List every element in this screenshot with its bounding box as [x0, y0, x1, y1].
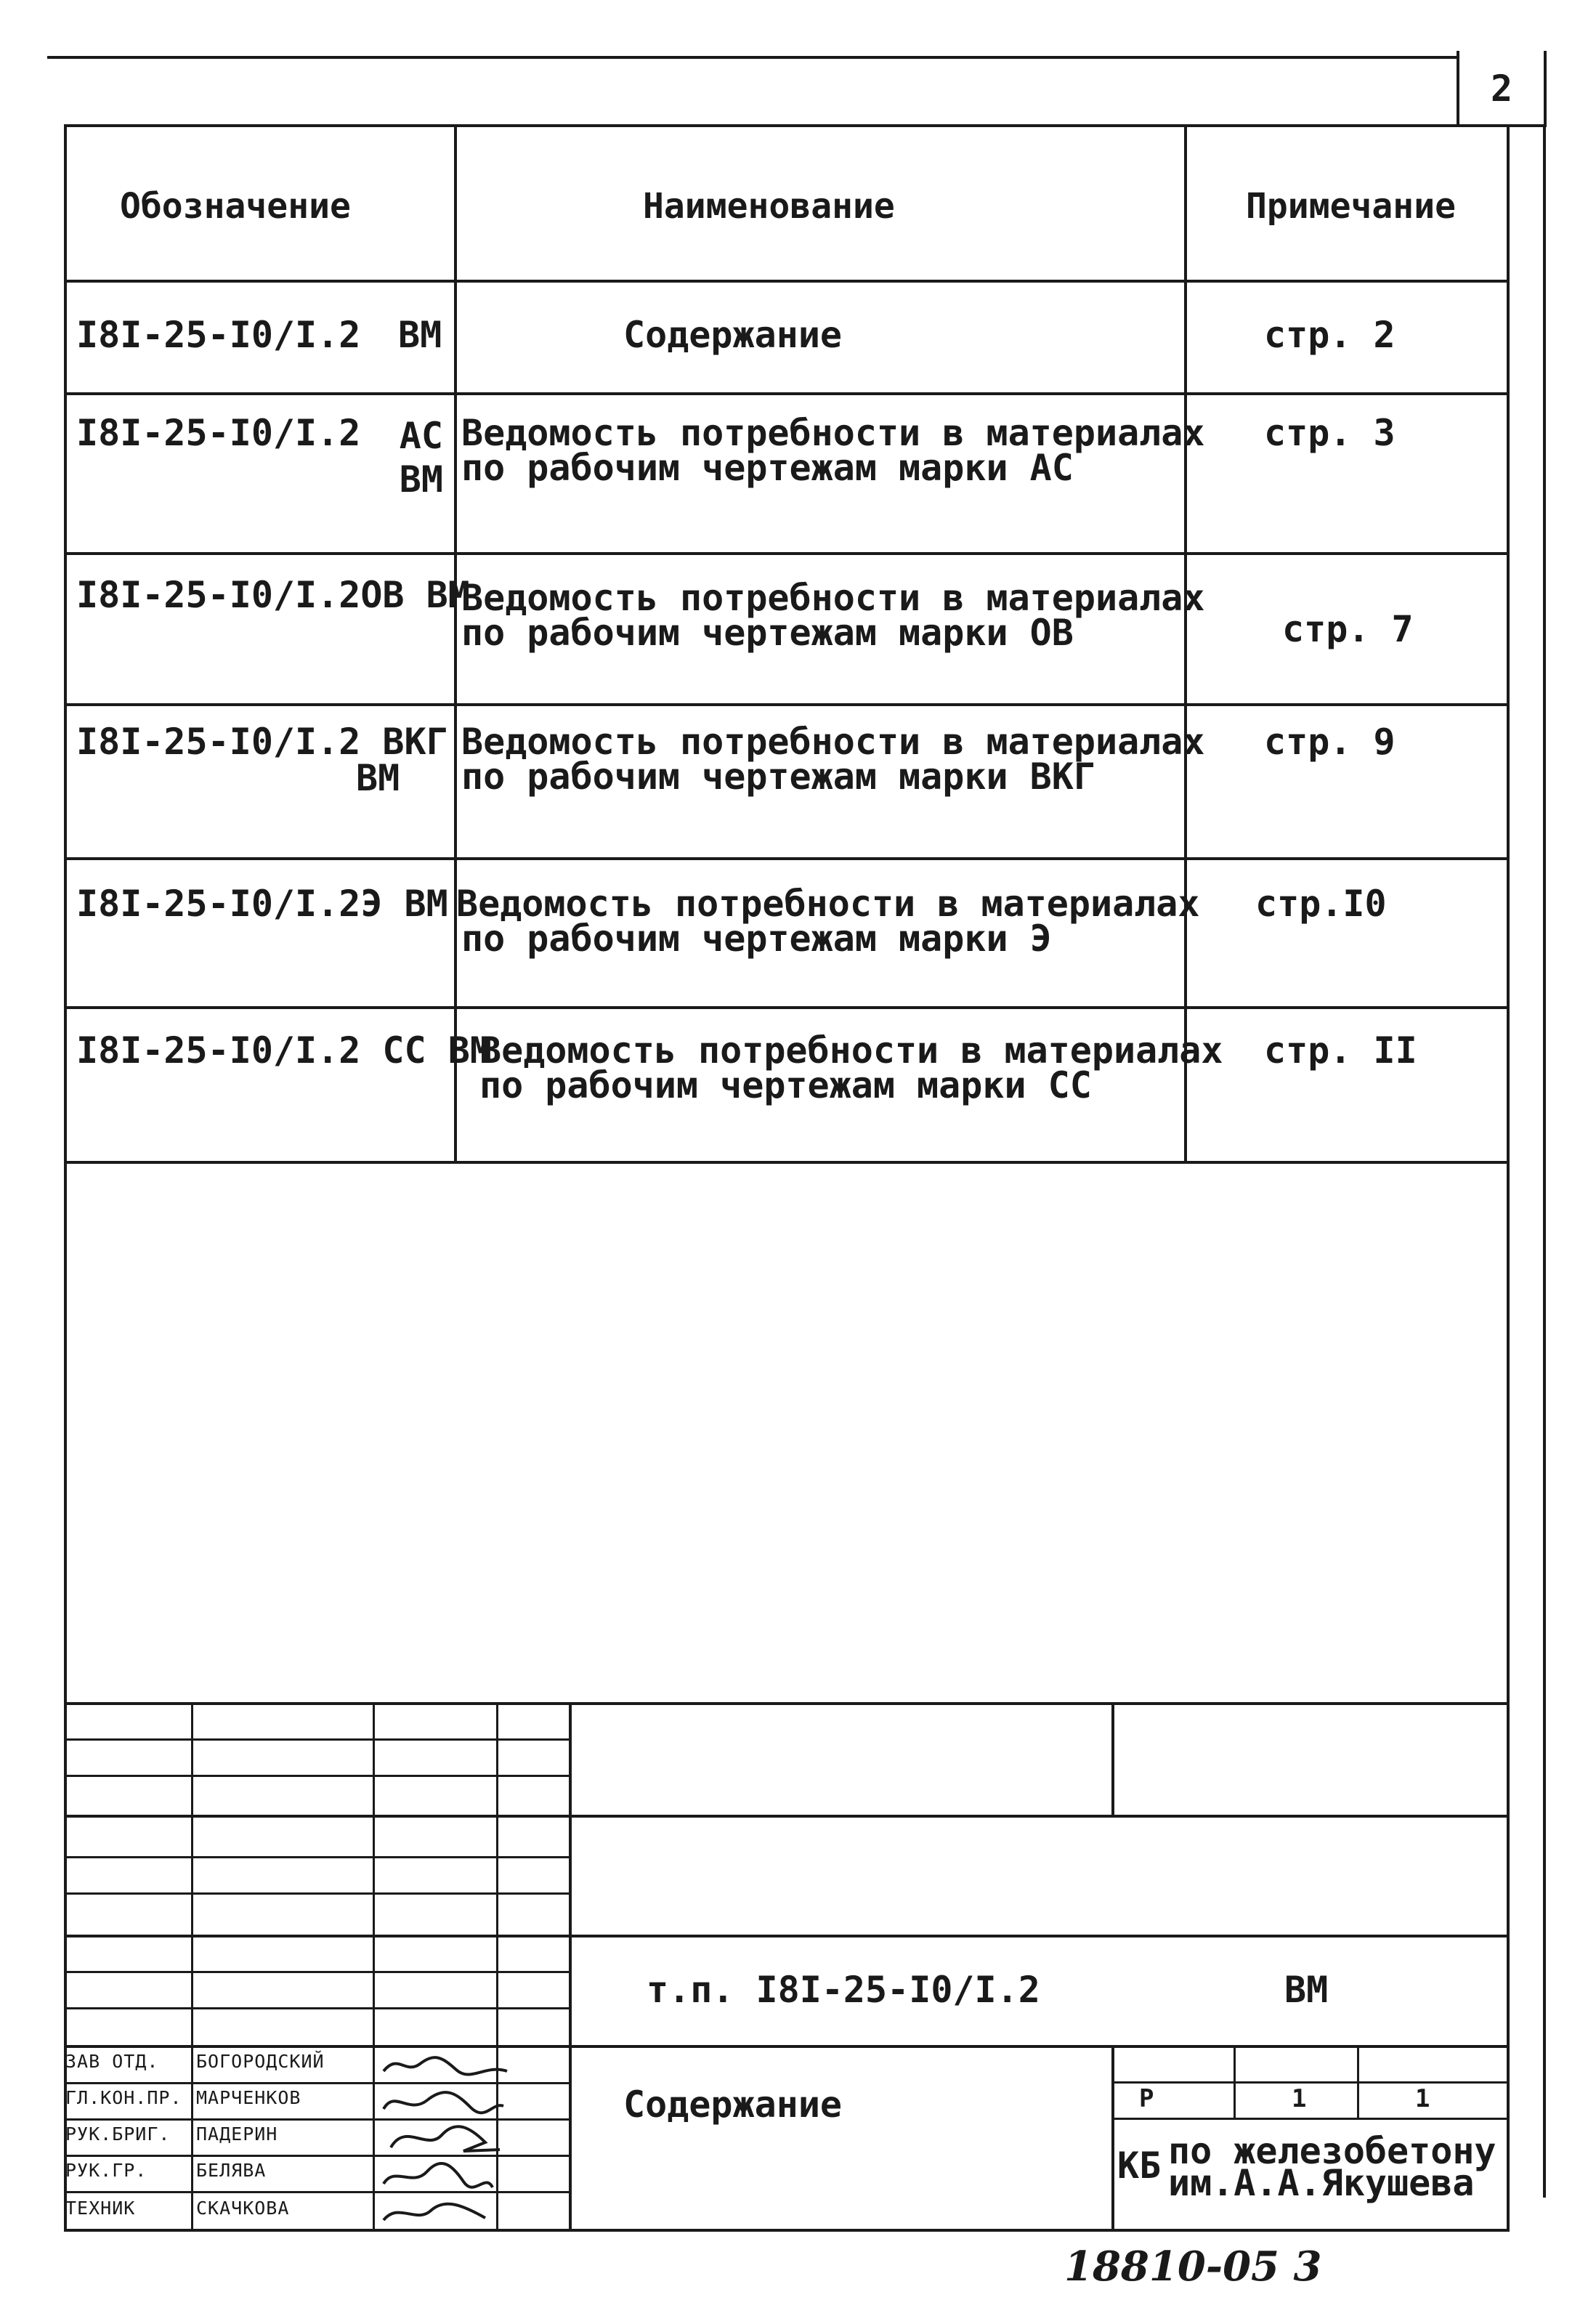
- row-line-1: [64, 392, 1510, 395]
- row3-designation: I8I-25-I0/I.2ОВ ВМ: [76, 574, 470, 616]
- tb-v-1: [191, 1702, 193, 2232]
- tb-org-line2: им.А.А.Якушева: [1168, 2162, 1475, 2204]
- row2-name-line1: Ведомость потребности в материалах: [461, 412, 1205, 454]
- tb-v-2: [373, 1702, 375, 2232]
- row5-name-line1: Ведомость потребности в материалах: [456, 883, 1200, 925]
- row5-name-line2: по рабочим чертежам марки Э: [461, 918, 1052, 960]
- row3-note: стр. 7: [1282, 608, 1414, 650]
- signer-1-name: БОГОРОДСКИЙ: [196, 2051, 325, 2072]
- tb-line-b: [64, 1775, 569, 1777]
- signer-1-role: ЗАВ ОТД.: [65, 2051, 159, 2072]
- tb-top-line: [64, 1702, 1510, 1705]
- row3-name-line1: Ведомость потребности в материалах: [461, 577, 1205, 619]
- outer-right-line: [1543, 127, 1546, 2198]
- tb-line-a: [64, 1738, 569, 1741]
- row6-note: стр. II: [1264, 1029, 1417, 1072]
- signer-5-name: СКАЧКОВА: [196, 2198, 290, 2219]
- signer-4-role: РУК.ГР.: [65, 2160, 147, 2181]
- row4-name-line2: по рабочим чертежам марки ВКГ: [461, 756, 1095, 798]
- footer-number: 18810-05 3: [1064, 2243, 1322, 2291]
- signer-2-role: ГЛ.КОН.ПР.: [65, 2087, 182, 2108]
- row-line-5: [64, 1006, 1510, 1009]
- tb-line-d: [64, 1856, 569, 1858]
- signature-1: [384, 2057, 507, 2074]
- tb-stage-line-1: [1111, 2081, 1510, 2084]
- tb-line-c: [64, 1815, 1510, 1818]
- tb-org-line1: по железобетону: [1168, 2130, 1496, 2172]
- row6-name-line1: Ведомость потребности в материалах: [479, 1029, 1223, 1072]
- row5-designation: I8I-25-I0/I.2Э ВМ: [76, 883, 448, 925]
- signer-5-role: ТЕХНИК: [65, 2198, 136, 2219]
- sheet-box-right-line: [1544, 51, 1547, 127]
- header-name: Наименование: [643, 186, 895, 227]
- sheet-number: 2: [1491, 68, 1513, 110]
- row-line-2: [64, 552, 1510, 555]
- row6-name-line2: по рабочим чертежам марки СС: [479, 1064, 1092, 1106]
- header-designation: Обозначение: [120, 186, 351, 227]
- row-line-header: [64, 280, 1510, 283]
- row2-designation: I8I-25-I0/I.2: [76, 412, 361, 454]
- row1-mark: ВМ: [398, 314, 442, 356]
- signature-4: [384, 2163, 493, 2187]
- tb-v-6: [1111, 2045, 1114, 2232]
- row1-name: Содержание: [623, 314, 843, 356]
- row-line-3: [64, 703, 1510, 706]
- signature-2: [384, 2092, 503, 2113]
- tb-doc-mark: ВМ: [1284, 1969, 1329, 2011]
- row1-note: стр. 2: [1264, 314, 1396, 356]
- signature-5: [384, 2204, 485, 2220]
- signature-3: [391, 2126, 500, 2151]
- row6-designation: I8I-25-I0/I.2 СС ВМ: [76, 1029, 492, 1072]
- signer-3-name: ПАДЕРИН: [196, 2123, 278, 2145]
- row5-note: стр.I0: [1255, 883, 1387, 925]
- tb-line-e: [64, 1892, 569, 1895]
- tb-v-8: [1357, 2045, 1359, 2120]
- tb-v-7: [1234, 2045, 1236, 2120]
- signatures: [376, 2049, 594, 2231]
- signer-3-role: РУК.БРИГ.: [65, 2123, 171, 2145]
- tb-sheets: 1: [1415, 2084, 1430, 2113]
- header-note: Примечание: [1246, 186, 1456, 227]
- tb-org-abbr: КБ: [1117, 2145, 1162, 2187]
- tb-sheet-title: Содержание: [623, 2084, 843, 2126]
- tb-line-h: [64, 2007, 569, 2009]
- row4-designation: I8I-25-I0/I.2 ВКГ: [76, 721, 448, 763]
- tb-v-5: [1111, 1702, 1114, 1818]
- row-line-4: [64, 857, 1510, 860]
- tb-line-i: [64, 2045, 1510, 2048]
- row4-name-line1: Ведомость потребности в материалах: [461, 721, 1205, 763]
- tb-line-f: [64, 1935, 1510, 1937]
- tb-project-code: т.п. I8I-25-I0/I.2: [647, 1969, 1040, 2011]
- tb-stage: Р: [1139, 2084, 1154, 2113]
- row2-name-line2: по рабочим чертежам марки АС: [461, 447, 1074, 489]
- sheet-box-left-line: [1457, 51, 1459, 127]
- tb-stage-line-2: [1111, 2118, 1510, 2120]
- row2-mark: АС ВМ: [399, 415, 443, 501]
- signer-4-name: БЕЛЯВА: [196, 2160, 267, 2181]
- signer-2-name: МАРЧЕНКОВ: [196, 2087, 301, 2108]
- row2-note: стр. 3: [1264, 412, 1396, 454]
- tb-sheet: 1: [1292, 2084, 1307, 2113]
- row1-designation: I8I-25-I0/I.2: [76, 314, 361, 356]
- top-border-line: [47, 56, 1457, 59]
- frame-top-line: [64, 124, 1510, 127]
- row4-mark: ВМ: [356, 757, 400, 799]
- title-block: [64, 1702, 1510, 2232]
- tb-line-g: [64, 1971, 569, 1973]
- row-line-6: [64, 1161, 1510, 1164]
- row3-name-line2: по рабочим чертежам марки ОВ: [461, 612, 1074, 654]
- row4-note: стр. 9: [1264, 721, 1396, 763]
